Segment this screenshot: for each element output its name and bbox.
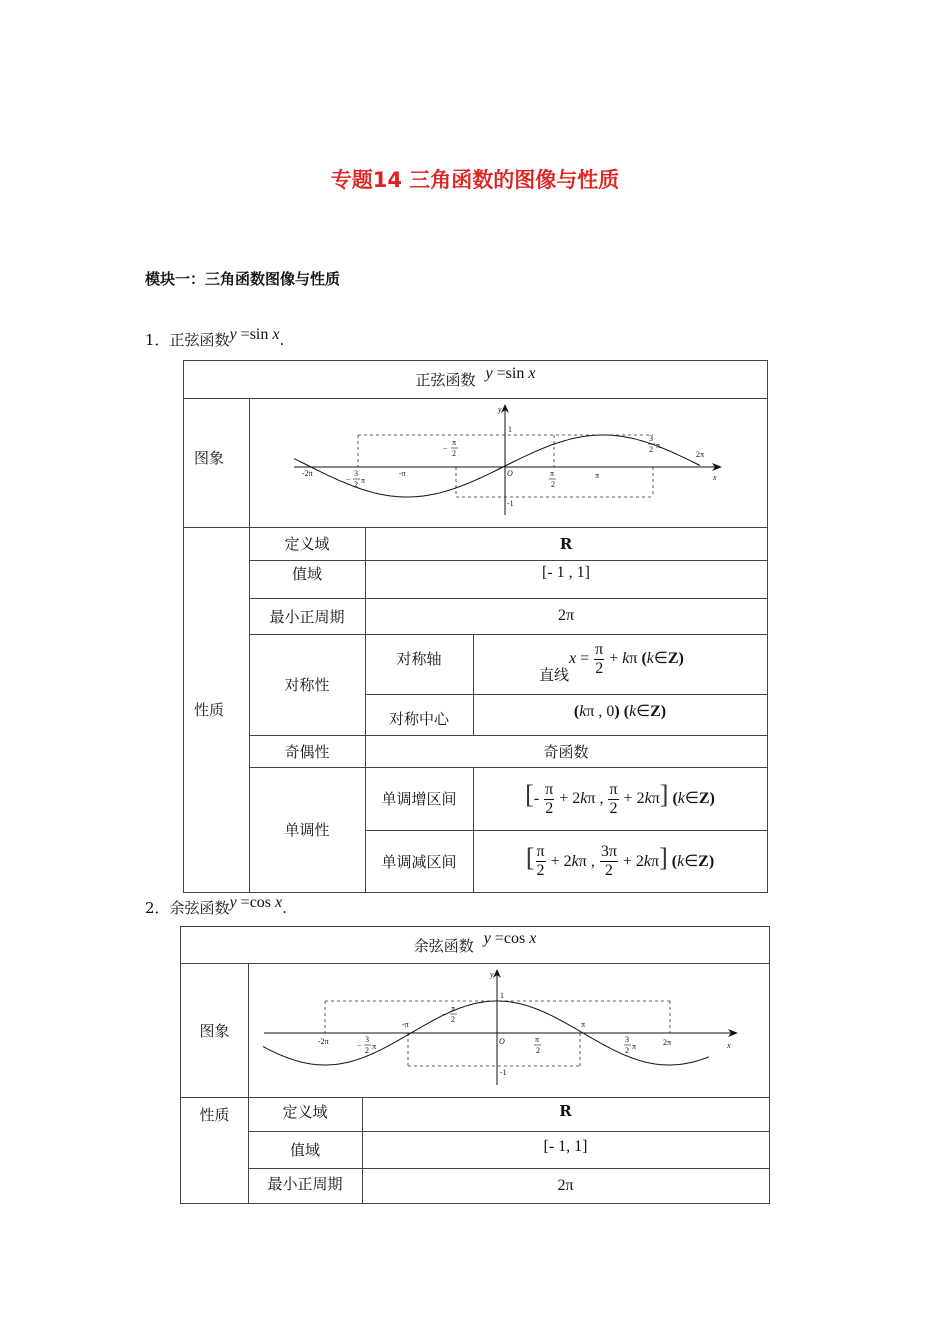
svg-text:3: 3 [625,1035,629,1044]
svg-text:π: π [656,441,661,450]
cos-table-header: 余弦函数 y =cos x [413,930,537,955]
tick-pi: π [581,1020,586,1029]
page-title: 专题14 三角函数的图像与性质 [330,168,620,192]
domain-label: 定义域 [284,535,330,553]
section-formula: y =cos x [229,894,283,911]
parity-label: 奇偶性 [284,742,330,761]
svg-text:2: 2 [625,1046,629,1055]
tick-neg2pi: -2π [318,1037,329,1046]
module-heading: 模块一：三角函数图像与性质 [145,270,341,288]
svg-text:π: π [452,438,457,447]
tick-pi: π [595,471,600,480]
tick-one: 1 [500,991,504,1000]
increasing-label: 单调增区间 [381,790,457,808]
sin-header-formula: y =sin x [485,364,536,382]
section-label: 正弦函数 [169,331,230,349]
x-axis-label: x [713,473,717,482]
symmetry-label: 对称性 [284,676,330,694]
center-label: 对称中心 [388,710,449,728]
svg-text:2: 2 [451,1015,455,1024]
parity-value: 奇函数 [543,742,589,761]
range-value: [- 1 , 1] [542,564,590,581]
svg-text:π: π [372,1042,377,1051]
center-value: (kπ , 0) (k∈Z) [573,702,667,720]
section-1-heading: 1．正弦函数y =sin x. [145,326,285,349]
section-number: 2． [145,899,170,917]
svg-text:−: − [346,475,351,484]
tick-neg2pi: -2π [302,469,313,478]
tick-2pi: 2π [663,1038,672,1047]
decreasing-value: [ $\frac{\pi}{2}$ + 2kπ , $\frac{3\pi}{2}$ + 2kπ] (k∈Z) [525,842,715,880]
domain-value: R [559,534,573,553]
tick-2pi: 2π [696,450,705,459]
svg-text:−: − [442,1010,447,1019]
y-axis-label: y [490,970,494,979]
tick-negpi: -π [402,1020,409,1029]
svg-text:−: − [443,444,448,453]
svg-text:2: 2 [365,1046,369,1055]
svg-text:π: π [451,1004,456,1013]
range-value: [- 1, 1] [543,1137,588,1155]
origin-label: O [499,1037,505,1046]
cos-graph [249,964,769,1097]
y-axis-label: y [498,405,502,414]
graph-label: 图象 [199,1021,230,1040]
x-axis-label: x [727,1041,731,1050]
svg-text:π: π [535,1035,540,1044]
range-label: 值域 [289,1141,320,1159]
svg-text:π: π [361,476,366,485]
tick-one: 1 [508,425,512,434]
svg-text:2: 2 [536,1046,540,1055]
section-label: 余弦函数 [169,899,230,917]
monotonic-label: 单调性 [284,821,330,839]
svg-text:2: 2 [452,449,456,458]
tick-neg-one: -1 [507,499,514,508]
axis-value: 直线 x = $\frac{\pi}{2}$ + kπ (k∈Z) [539,640,684,684]
range-label: 值域 [291,564,322,583]
cos-header-formula: y =cos x [483,930,537,947]
decreasing-label: 单调减区间 [381,852,457,871]
svg-text:π: π [632,1042,637,1051]
period-value: 2π [557,607,575,624]
svg-text:2: 2 [649,445,653,454]
period-label: 最小正周期 [267,1175,343,1193]
tick-neg-one: -1 [500,1068,507,1077]
increasing-value: [- $\frac{\pi}{2}$ + 2kπ , $\frac{\pi}{2}$ + 2kπ] (k∈Z) [525,780,715,817]
svg-text:π: π [550,469,555,478]
axis-label: 对称轴 [396,649,442,668]
sin-graph [250,399,767,527]
props-label: 性质 [194,701,225,719]
section-2-heading: 2．余弦函数y =cos x. [145,894,287,917]
svg-text:3: 3 [365,1035,369,1044]
svg-text:3: 3 [649,434,653,443]
domain-label: 定义域 [282,1102,328,1121]
period-label: 最小正周期 [269,607,345,626]
svg-text:3: 3 [354,469,358,478]
period-value: 2π [557,1176,574,1194]
domain-value: R [559,1102,572,1120]
section-formula: y =sin x [229,326,280,343]
origin-label: O [507,469,513,478]
section-number: 1． [145,331,170,349]
cos-table [180,926,770,1204]
svg-text:2: 2 [354,480,358,489]
svg-text:2: 2 [551,480,555,489]
graph-label: 图象 [194,449,225,467]
sin-table-header: 正弦函数 y =sin x [415,364,536,389]
sin-table [183,360,768,893]
tick-negpi: -π [399,469,406,478]
props-label: 性质 [199,1105,230,1124]
svg-text:−: − [357,1041,362,1050]
